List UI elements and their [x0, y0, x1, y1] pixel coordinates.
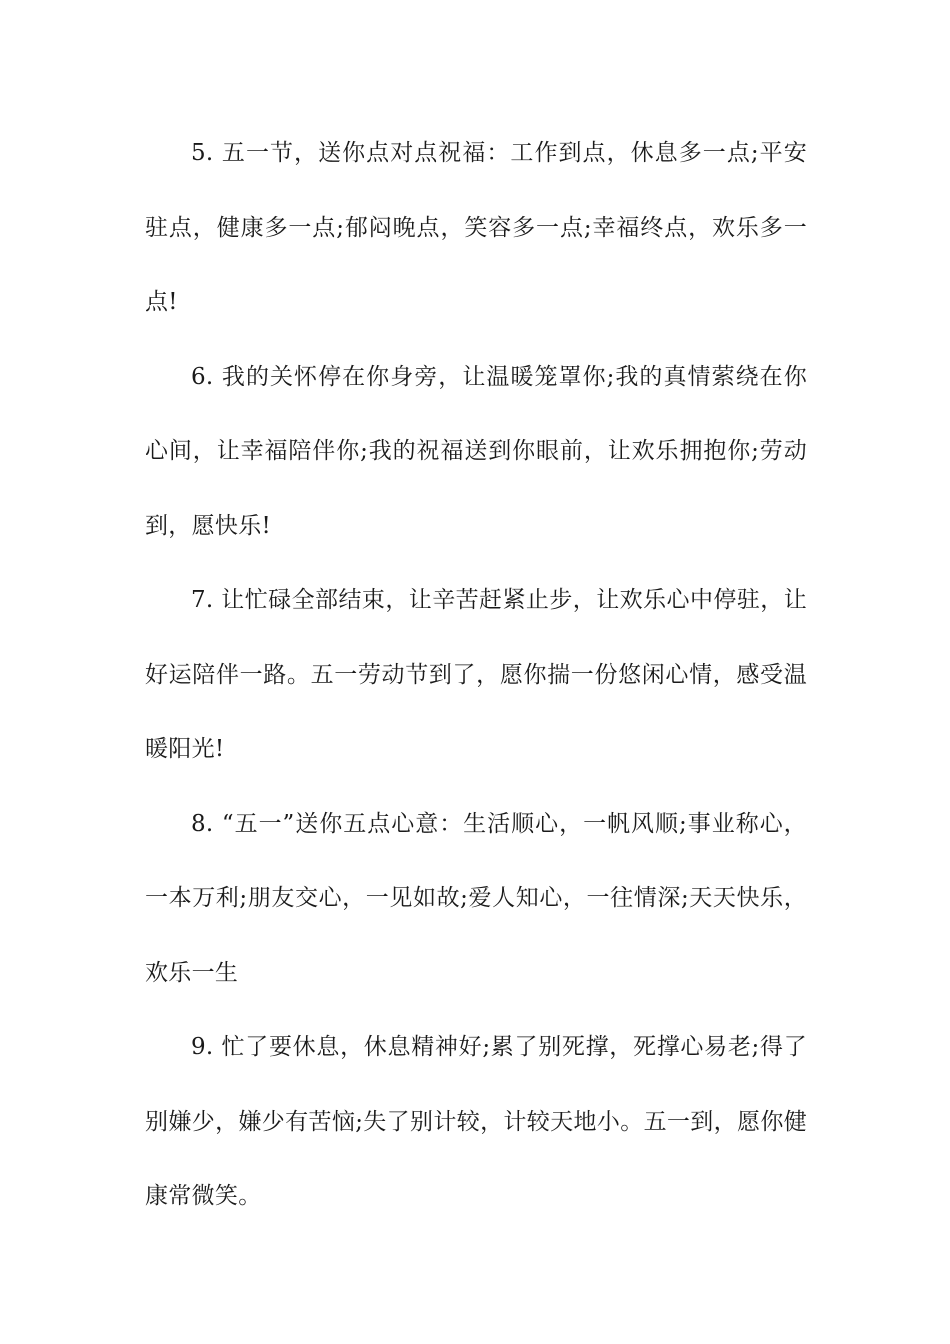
paragraph-8: 8. “五一”送你五点心意：生活顺心，一帆风顺;事业称心，一本万利;朋友交心，一见如故;爱人知心，一往情深;天天快乐，欢乐一生 [145, 810, 807, 986]
paragraph-5: 5. 五一节，送你点对点祝福：工作到点，休息多一点;平安驻点，健康多一点;郁闷晚点，笑容多一点;幸福终点，欢乐多一点! [145, 140, 807, 315]
paragraph-6: 6. 我的关怀停在你身旁，让温暖笼罩你;我的真情萦绕在你心间，让幸福陪伴你;我的祝福送到你眼前，让欢乐拥抱你;劳动到，愿快乐! [145, 363, 807, 539]
document-body [145, 116, 807, 1234]
paragraph-7: 7. 让忙碌全部结束，让辛苦赶紧止步，让欢乐心中停驻，让好运陪伴一路。五一劳动节到了，愿你揣一份悠闲心情，感受温暖阳光! [145, 587, 807, 762]
paragraph-9: 9. 忙了要休息，休息精神好;累了别死撑，死撑心易老;得了别嫌少，嫌少有苦恼;失了别计较，计较天地小。五一到，愿你健康常微笑。 [145, 1034, 807, 1209]
